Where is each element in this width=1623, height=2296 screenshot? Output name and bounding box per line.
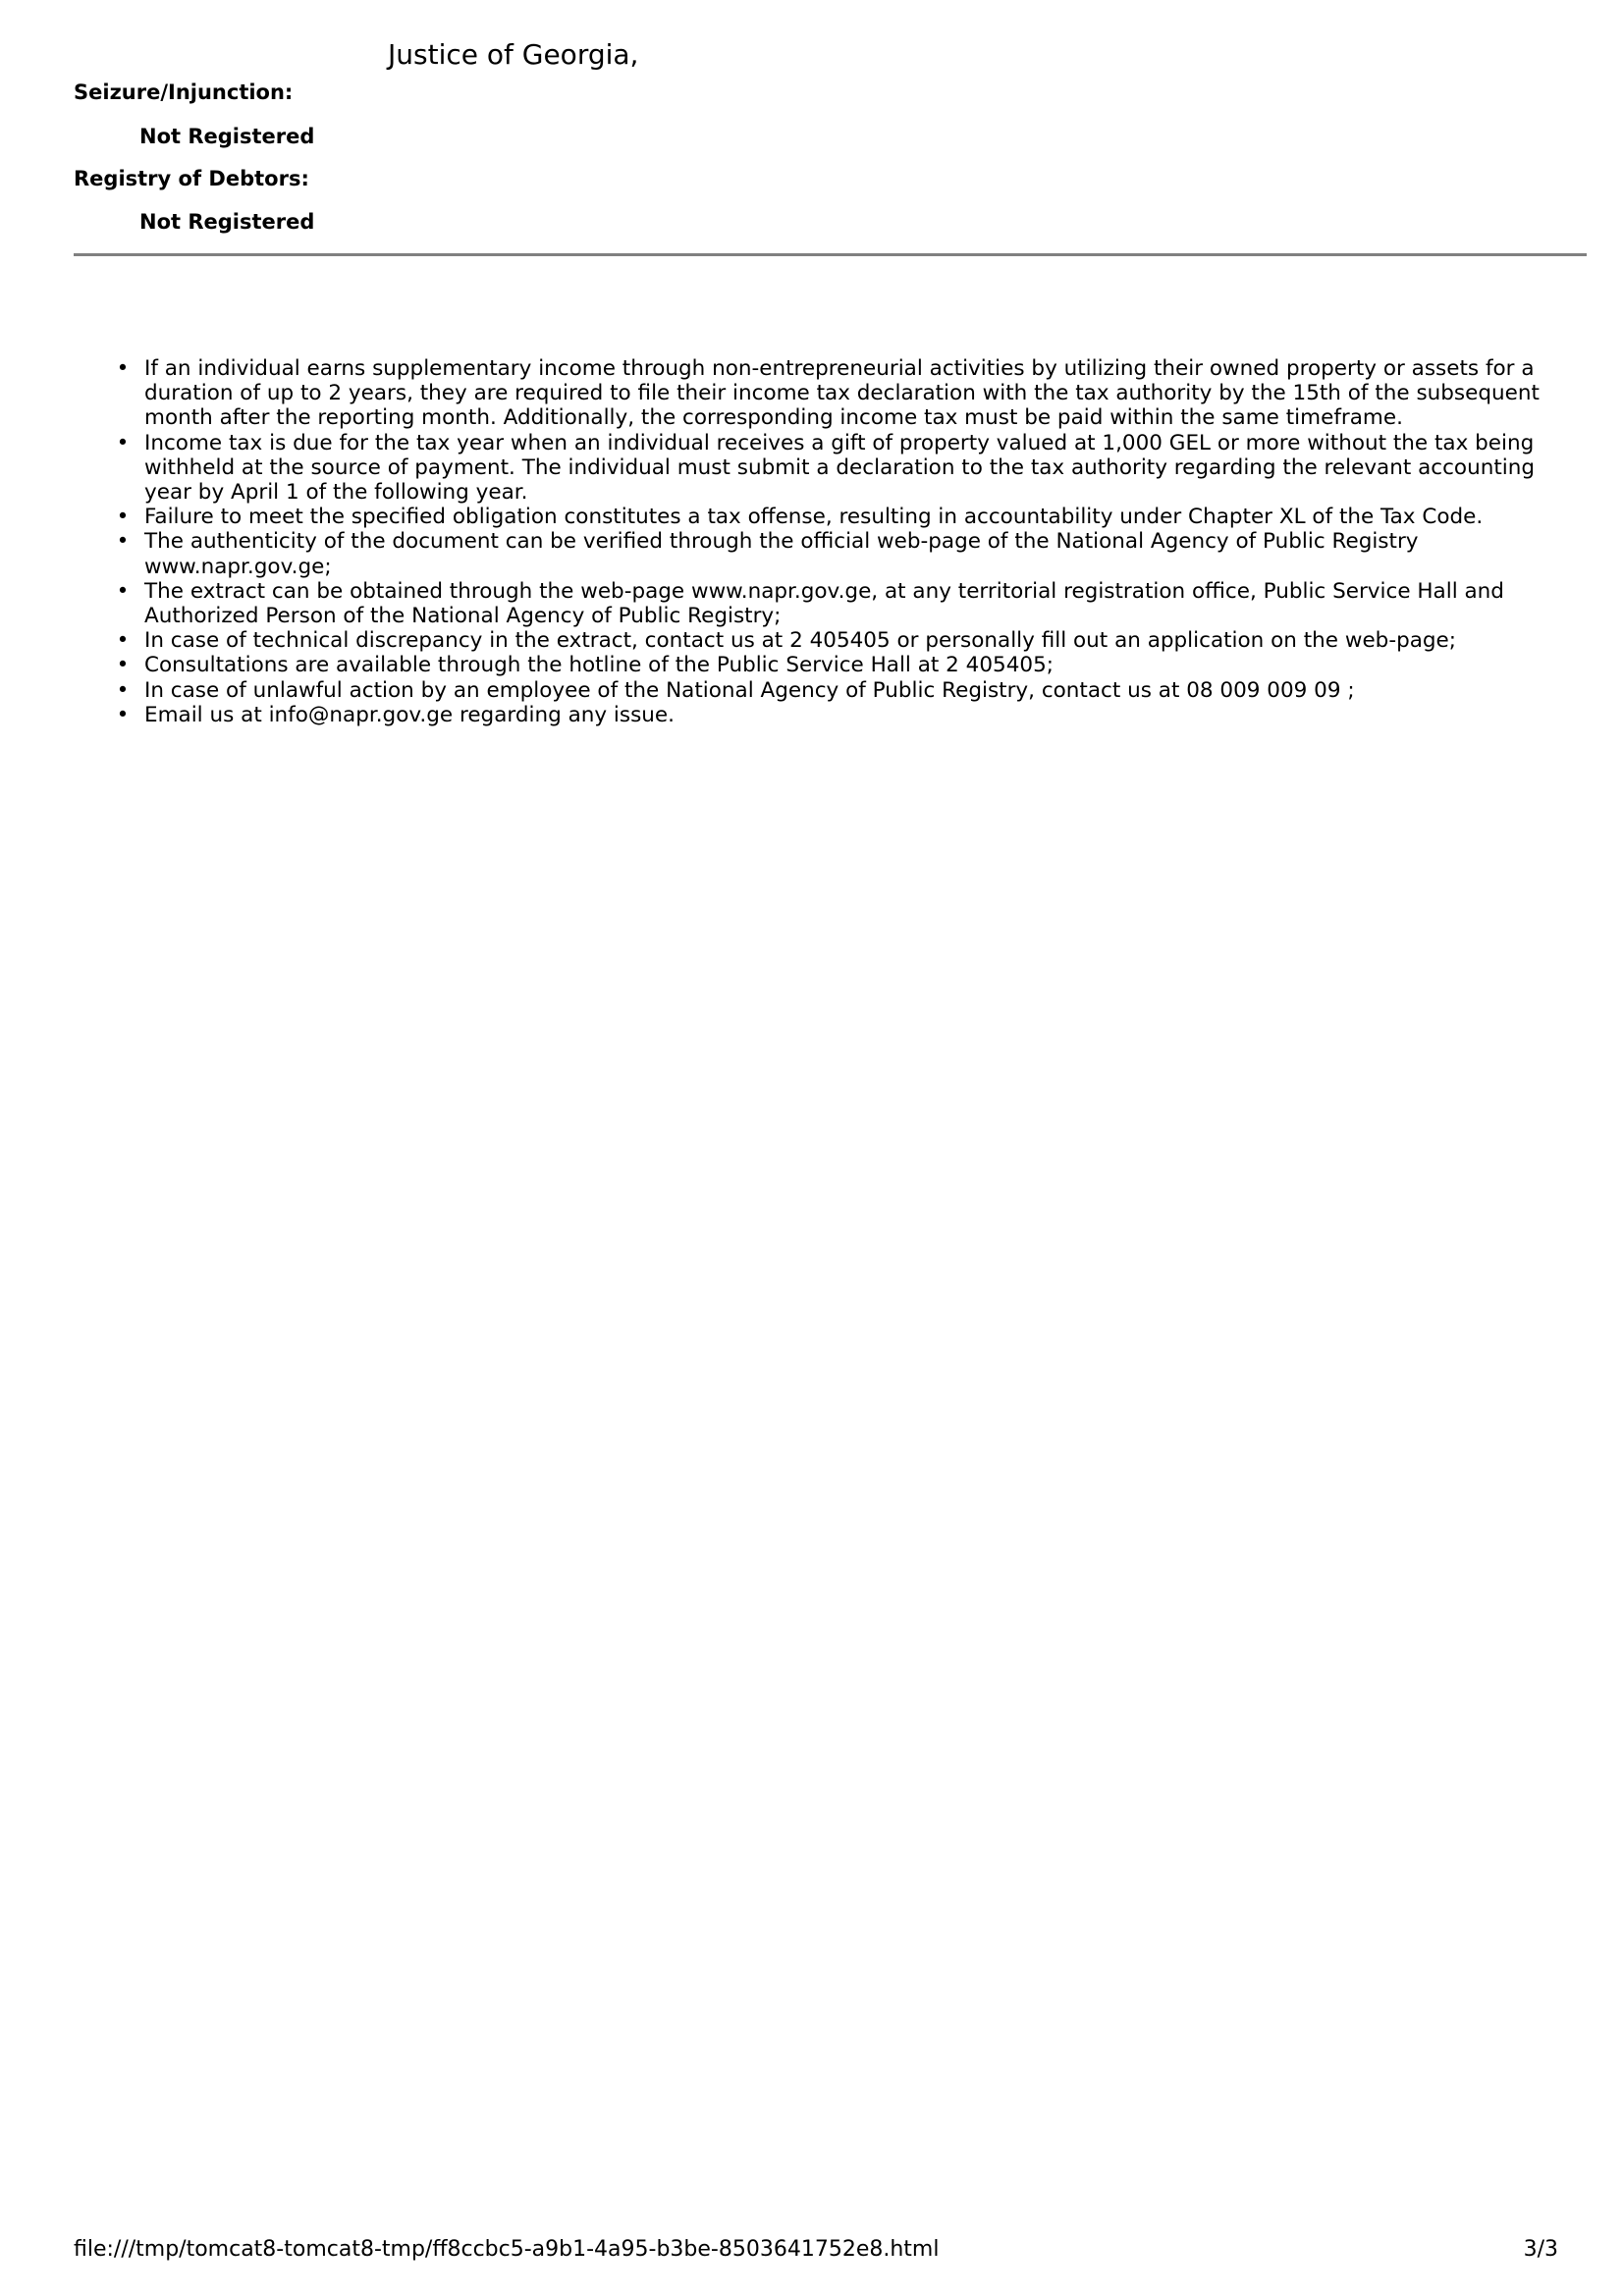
bullet-icon: • — [116, 628, 130, 654]
bullet-icon: • — [116, 653, 130, 678]
note-item — [116, 628, 1568, 654]
note-text: The extract can be obtained through the web-page www.napr.gov.ge, at any territorial registration office, Public Service Hall and Authorized Person of the National Agency of Public Registry; — [144, 578, 1504, 629]
bullet-icon: • — [116, 677, 130, 703]
seizure-injunction-label: Seizure/Injunction: — [74, 80, 294, 104]
note-text: In case of unlawful action by an employee of the National Agency of Public Registry, contact us at 08 009 009 09 ; — [144, 677, 1355, 703]
bullet-icon: • — [116, 505, 130, 530]
note-text: In case of technical discrepancy in the extract, contact us at 2 405405 or personally fill out an application on the web-page; — [144, 628, 1457, 654]
bullet-icon: • — [116, 578, 130, 604]
bullet-icon: • — [116, 702, 130, 727]
registry-of-debtors-label: Registry of Debtors: — [74, 167, 309, 190]
note-item — [116, 430, 1568, 506]
bullet-icon: • — [116, 529, 130, 555]
section-divider — [74, 253, 1587, 256]
note-item — [116, 653, 1568, 678]
note-item — [116, 677, 1568, 703]
note-text: If an individual earns supplementary income through non-entrepreneurial activities by utilizing their owned property or assets for a duration of up to 2 years, they are required to file their income tax declaration with the tax authority by the 15th of the subsequent month after the reporting month. Additionally, the corresponding income tax must be paid within the same timeframe. — [144, 356, 1540, 431]
bullet-icon: • — [116, 430, 130, 455]
note-text: The authenticity of the document can be verified through the official web-page of the National Agency of Public Registry www.napr.gov.ge; — [144, 529, 1419, 579]
bullet-icon: • — [116, 356, 130, 381]
note-item — [116, 505, 1568, 530]
note-text: Failure to meet the specified obligation constitutes a tax offense, resulting in accountability under Chapter XL of the Tax Code. — [144, 505, 1484, 530]
note-item — [116, 578, 1568, 629]
note-item — [116, 702, 1568, 727]
notes-list — [116, 356, 1568, 727]
footer-file-path: file:///tmp/tomcat8-tomcat8-tmp/ff8ccbc5-a9b1-4a95-b3be-8503641752e8.html — [74, 2237, 940, 2262]
note-text: Consultations are available through the hotline of the Public Service Hall at 2 405405; — [144, 653, 1055, 678]
note-item — [116, 529, 1568, 579]
note-text: Email us at info@napr.gov.ge regarding any issue. — [144, 702, 675, 727]
footer-page-number: 3/3 — [1523, 2237, 1558, 2262]
seizure-injunction-value: Not Registered — [139, 125, 315, 148]
note-text: Income tax is due for the tax year when an individual receives a gift of property valued at 1,000 GEL or more without the tax being withheld at the source of payment. The individual must submit a declaration to the tax authority regarding the relevant accounting year by April 1 of the following year. — [144, 430, 1536, 506]
note-item — [116, 356, 1568, 431]
continued-header-text: Justice of Georgia, — [388, 38, 639, 71]
registry-of-debtors-value: Not Registered — [139, 210, 315, 234]
